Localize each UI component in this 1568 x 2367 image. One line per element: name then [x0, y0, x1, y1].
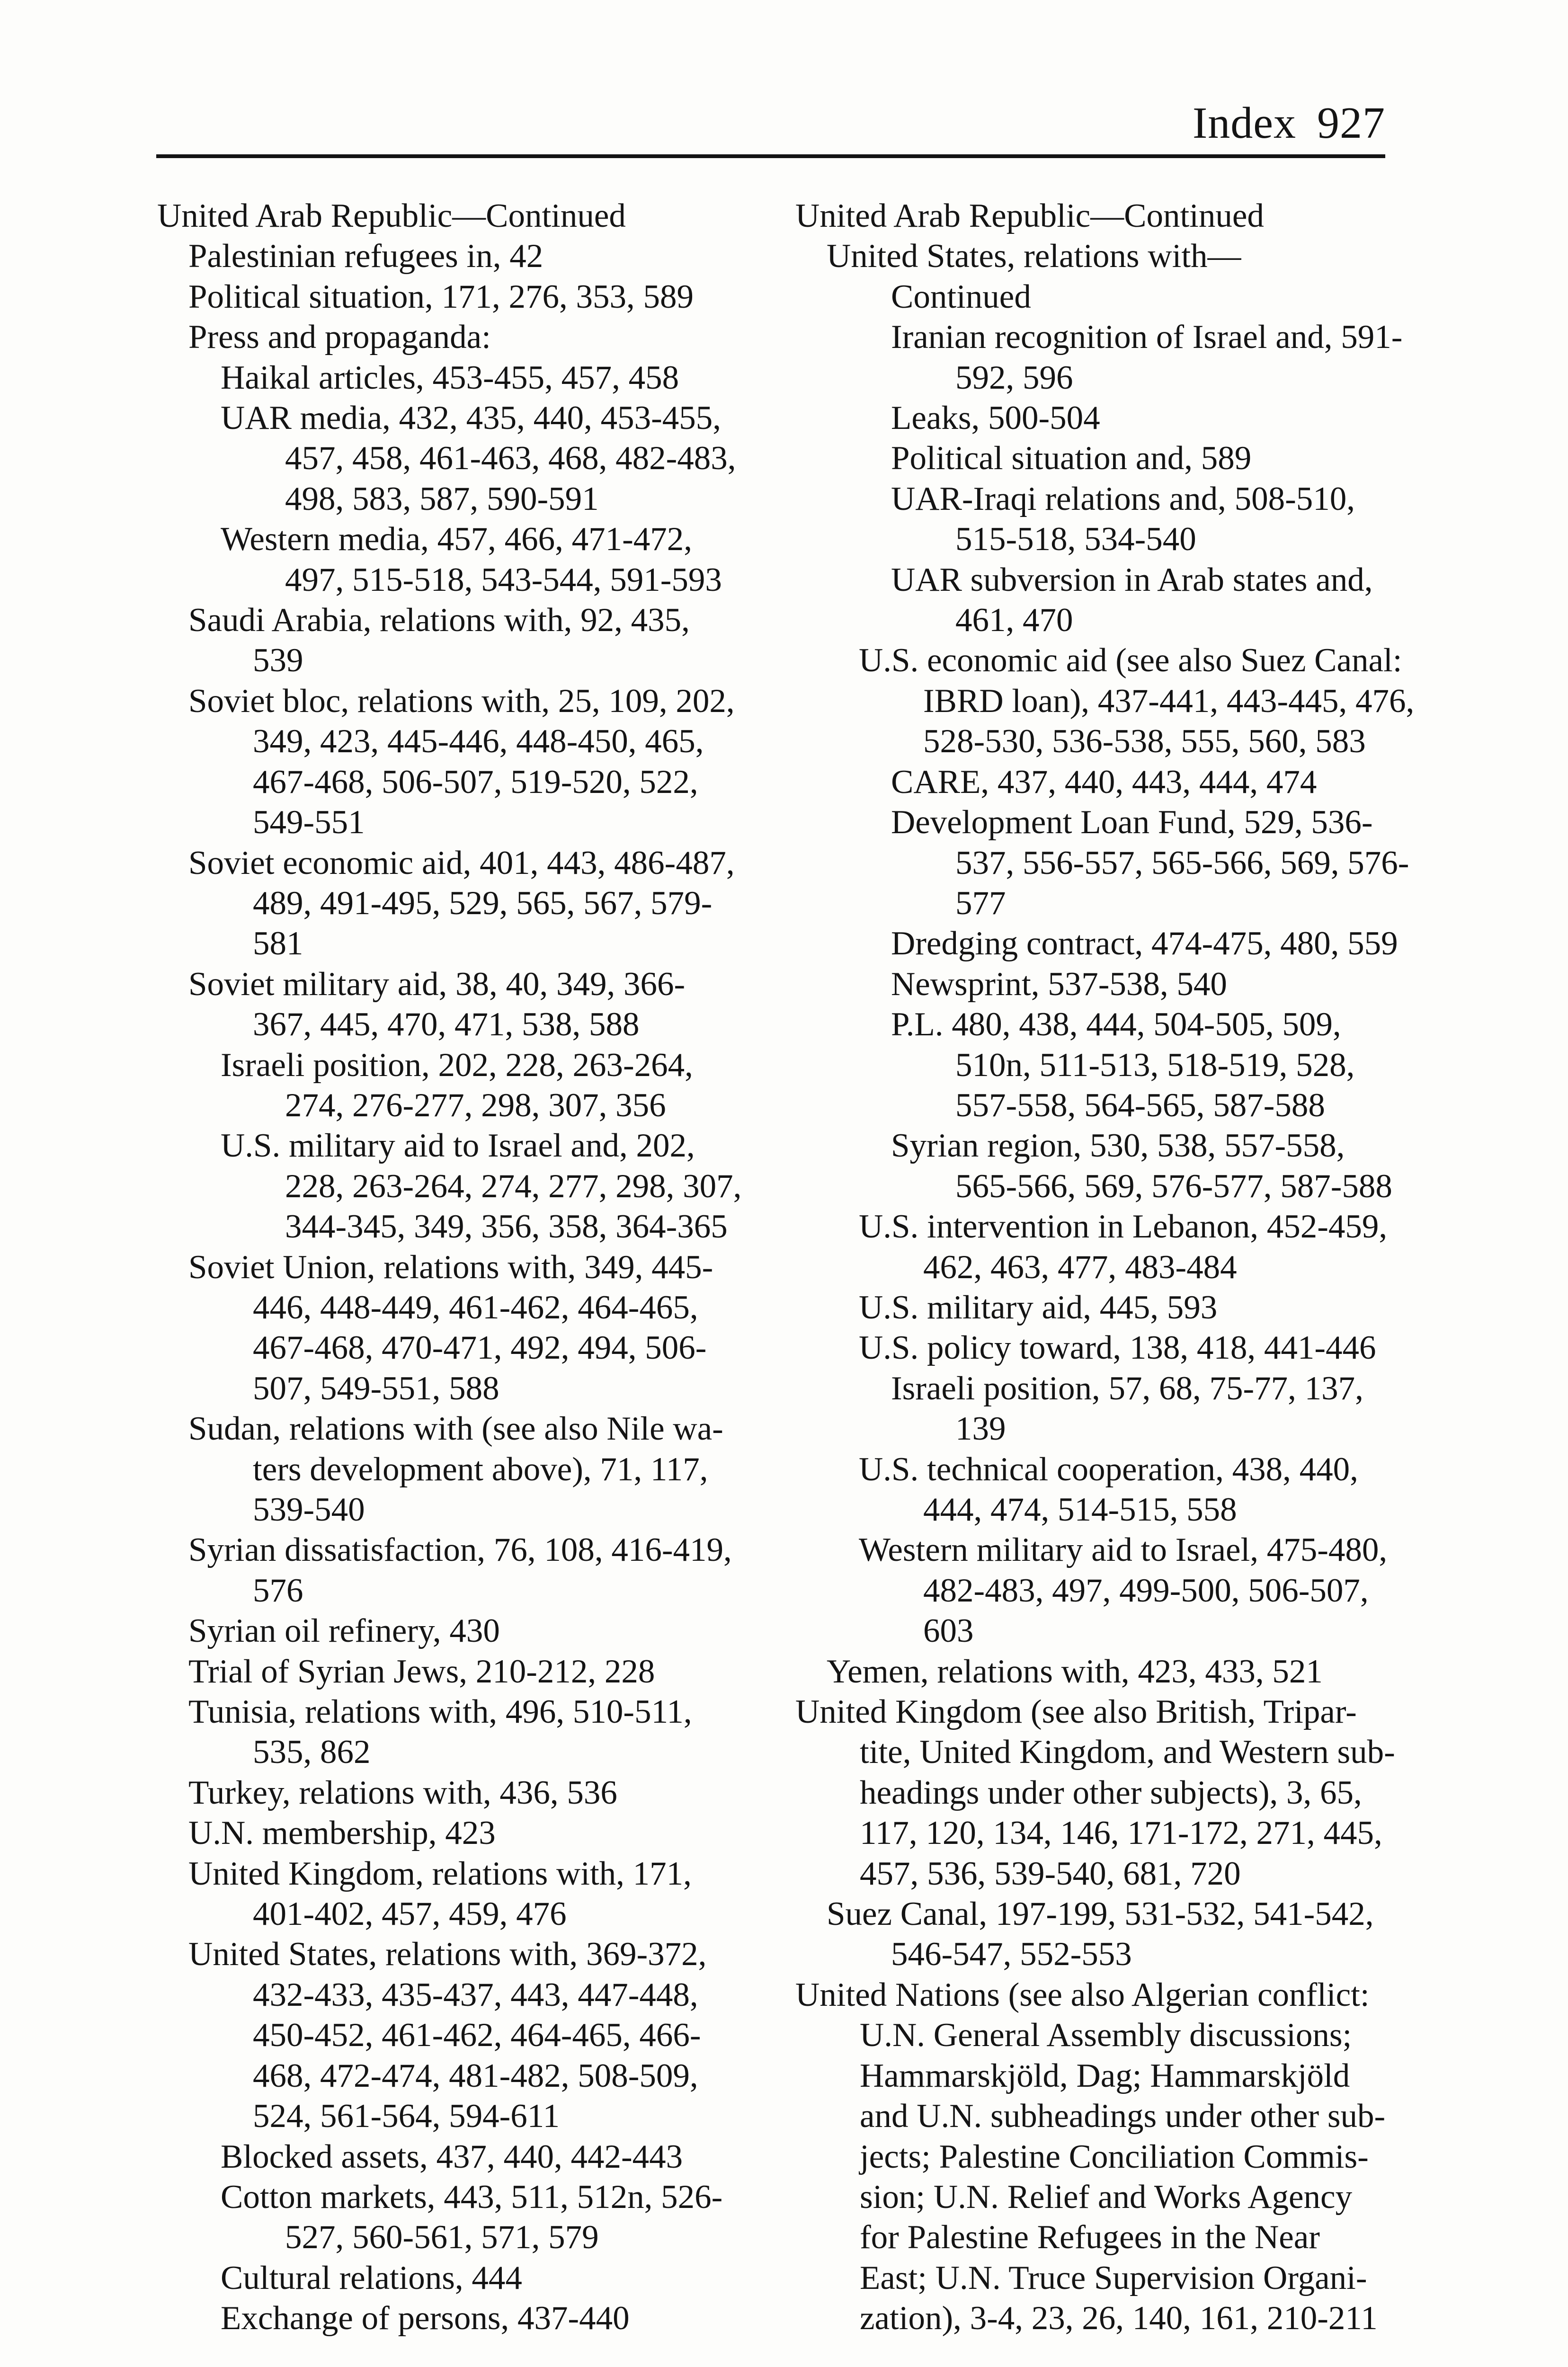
index-entry-line: IBRD loan), 437-441, 443-445, 476, [923, 682, 1415, 720]
index-entry [157, 519, 787, 600]
index-entry [157, 1126, 787, 1247]
index-entry-line: 482-483, 497, 499-500, 506-507, [923, 1572, 1369, 1609]
index-entry-line: Cotton markets, 443, 511, 512n, 526- [221, 2178, 723, 2216]
index-entry-line: 444, 474, 514-515, 558 [923, 1491, 1237, 1528]
index-entry-line: Hammarskjöld, Dag; Hammarskjöld [860, 2057, 1350, 2094]
index-entry [157, 600, 787, 681]
index-entry-line: sion; U.N. Relief and Works Agency [860, 2178, 1353, 2216]
index-entry-line: 228, 263-264, 274, 277, 298, 307, [285, 1167, 742, 1205]
index-entry-line: East; U.N. Truce Supervision Organi- [860, 2259, 1367, 2296]
index-entry-line: 565-566, 569, 576-577, 587-588 [955, 1167, 1392, 1205]
index-entry-line: United Kingdom, relations with, 171, [188, 1855, 692, 1892]
index-entry-line: CARE, 437, 440, 443, 444, 474 [891, 763, 1317, 801]
index-entry-line: Development Loan Fund, 529, 536- [891, 804, 1373, 841]
index-entry [795, 1369, 1392, 1450]
index-entry [795, 924, 1398, 964]
index-entry-line: 592, 596 [955, 359, 1073, 396]
index-entry [795, 1692, 1395, 1894]
index-entry-line: 367, 445, 470, 471, 538, 588 [253, 1006, 640, 1043]
index-entry-line: Western media, 457, 466, 471-472, [221, 521, 692, 558]
index-entry-line: jects; Palestine Conciliation Commis- [860, 2138, 1369, 2175]
index-entry [157, 358, 787, 398]
index-entry-line: 515-518, 534-540 [955, 521, 1196, 558]
index-entry-line: 117, 120, 134, 146, 171-172, 271, 445, [860, 1815, 1382, 1852]
index-entry-line: U.N. membership, 423 [188, 1815, 496, 1852]
index-entry-line: Blocked assets, 437, 440, 442-443 [221, 2138, 683, 2175]
index-entry-line: 546-547, 552-553 [891, 1936, 1132, 1973]
index-entry [157, 277, 787, 317]
index-entry-line: Press and propaganda: [188, 319, 491, 356]
index-entry [157, 2298, 787, 2339]
index-entry [157, 1854, 787, 1935]
index-entry-line: United States, relations with— [827, 238, 1241, 275]
index-entry-line: Leaks, 500-504 [891, 400, 1100, 437]
index-entry-line: 498, 583, 587, 590-591 [285, 480, 599, 517]
index-entry-line: 528-530, 536-538, 555, 560, 583 [923, 723, 1366, 760]
index-entry-line: U.S. economic aid (see also Suez Canal: [859, 642, 1402, 679]
index-entry [795, 762, 1392, 802]
index-entry-line: Suez Canal, 197-199, 531-532, 541-542, [827, 1895, 1374, 1933]
index-entry-line: Trial of Syrian Jews, 210-212, 228 [188, 1653, 655, 1690]
index-entry-line: for Palestine Refugees in the Near [860, 2219, 1320, 2256]
index-entry-line: P.L. 480, 438, 444, 504-505, 509, [891, 1006, 1341, 1043]
index-entry-line: 539-540 [253, 1491, 365, 1528]
index-entry [795, 641, 1415, 762]
index-entry [157, 1813, 787, 1853]
index-entry [157, 1247, 787, 1409]
index-column-right [795, 196, 1415, 2339]
index-entry-line: 557-558, 564-565, 587-588 [955, 1086, 1325, 1124]
header-text [1193, 98, 1385, 149]
index-entry-line: Soviet Union, relations with, 349, 445- [188, 1248, 713, 1286]
index-entry-line: headings under other subjects), 3, 65, [860, 1774, 1362, 1811]
index-entry [795, 1652, 1392, 1692]
index-entry [157, 1611, 787, 1651]
index-entry-line: UAR-Iraqi relations and, 508-510, [891, 480, 1355, 517]
index-entry [795, 479, 1392, 560]
index-entry-line: 349, 423, 445-446, 448-450, 465, [253, 723, 704, 760]
index-entry-line: Turkey, relations with, 436, 536 [188, 1774, 617, 1811]
index-entry [795, 1530, 1392, 1651]
index-entry-line: Political situation and, 589 [891, 440, 1252, 477]
index-entry-line: 524, 561-564, 594-611 [253, 2098, 560, 2135]
index-entry-line: Exchange of persons, 437-440 [221, 2300, 630, 2337]
index-entry-line: 344-345, 349, 356, 358, 364-365 [285, 1208, 728, 1246]
index-entry-line: 274, 276-277, 298, 307, 356 [285, 1086, 666, 1124]
index-entry-line: tite, United Kingdom, and Western sub- [860, 1734, 1395, 1771]
index-entry [157, 1692, 787, 1773]
index-entry [795, 236, 1392, 317]
index-entry-line: Soviet bloc, relations with, 25, 109, 202, [188, 682, 735, 720]
index-entry-line: 457, 458, 461-463, 468, 482-483, [285, 440, 736, 477]
index-entry-line: 446, 448-449, 461-462, 464-465, [253, 1289, 698, 1326]
index-entry-line: Haikal articles, 453-455, 457, 458 [221, 359, 679, 396]
index-entry-line: 461, 470 [955, 602, 1073, 639]
index-entry [795, 1450, 1392, 1531]
index-entry-line: Syrian dissatisfaction, 76, 108, 416-419, [188, 1531, 732, 1569]
index-entry-line: Soviet economic aid, 401, 443, 486-487, [188, 844, 735, 881]
index-entry [157, 2258, 787, 2298]
index-entry-line: United Nations (see also Algerian conflict: [795, 1976, 1370, 2013]
index-entry-line: Dredging contract, 474-475, 480, 559 [891, 925, 1398, 962]
index-entry-line: U.S. policy toward, 138, 418, 441-446 [859, 1329, 1376, 1367]
index-entry [795, 1126, 1392, 1207]
index-entry [157, 1409, 787, 1530]
index-entry-line: 468, 472-474, 481-482, 508-509, [253, 2057, 698, 2094]
index-entry [795, 1894, 1392, 1975]
index-entry-line: 401-402, 457, 459, 476 [253, 1895, 567, 1933]
running-header [156, 95, 1385, 151]
index-entry-line: 535, 862 [253, 1734, 371, 1771]
index-entry-line: 581 [253, 925, 303, 962]
index-entry [157, 2137, 787, 2177]
index-entry [157, 964, 787, 1045]
index-entry-line: ters development above), 71, 117, [253, 1450, 708, 1488]
index-entry-line: 527, 560-561, 571, 579 [285, 2219, 599, 2256]
index-entry-line: Continued [891, 278, 1031, 315]
index-entry-line: 489, 491-495, 529, 565, 567, 579- [253, 884, 713, 922]
index-entry-line: UAR media, 432, 435, 440, 453-455, [221, 400, 722, 437]
index-entry [795, 802, 1409, 924]
index-entry-line: Iranian recognition of Israel and, 591- [891, 319, 1403, 356]
index-entry-line: 450-452, 461-462, 464-465, 466- [253, 2017, 701, 2054]
index-entry-line: 549-551 [253, 804, 365, 841]
index-entry [795, 1005, 1392, 1126]
index-entry [157, 1530, 787, 1611]
index-entry-line: 457, 536, 539-540, 681, 720 [860, 1855, 1241, 1892]
index-entry-line: 577 [955, 884, 1006, 922]
index-entry-line: United Kingdom (see also British, Tripar- [795, 1693, 1357, 1731]
index-entry-line: Soviet military aid, 38, 40, 349, 366- [188, 965, 686, 1003]
index-entry [157, 1045, 787, 1126]
index-entry [157, 398, 787, 519]
index-entry-line: zation), 3-4, 23, 26, 140, 161, 210-211 [860, 2300, 1378, 2337]
index-entry-line: 539 [253, 642, 303, 679]
index-entry-line: UAR subversion in Arab states and, [891, 561, 1373, 598]
header-rule [156, 154, 1385, 158]
index-entry [795, 196, 1392, 236]
index-entry-line: Newsprint, 537-538, 540 [891, 965, 1227, 1003]
index-entry-line: U.S. technical cooperation, 438, 440, [859, 1450, 1358, 1488]
index-entry [795, 1207, 1392, 1288]
index-entry-line: United Arab Republic—Continued [795, 197, 1264, 234]
index-entry [157, 1652, 787, 1692]
index-entry-line: Cultural relations, 444 [221, 2259, 522, 2296]
index-entry-line: 432-433, 435-437, 443, 447-448, [253, 1976, 698, 2013]
index-entry-line: Sudan, relations with (see also Nile wa- [188, 1410, 723, 1448]
index-entry-line: Political situation, 171, 276, 353, 589 [188, 278, 694, 315]
index-entry [795, 1975, 1392, 2339]
index-entry [157, 843, 787, 964]
index-entry [795, 398, 1392, 438]
index-entry-line: U.S. military aid to Israel and, 202, [221, 1127, 695, 1165]
index-entry [795, 317, 1403, 398]
index-entry-line: Yemen, relations with, 423, 433, 521 [827, 1653, 1323, 1690]
index-entry-line: and U.N. subheadings under other sub- [860, 2098, 1386, 2135]
index-entry-line: Palestinian refugees in, 42 [188, 238, 543, 275]
index-entry-line: U.S. intervention in Lebanon, 452-459, [859, 1208, 1388, 1246]
index-entry-line: 467-468, 506-507, 519-520, 522, [253, 763, 698, 801]
index-entry-line: Israeli position, 202, 228, 263-264, [221, 1046, 693, 1084]
index-entry-line: Tunisia, relations with, 496, 510-511, [188, 1693, 692, 1731]
index-entry [795, 1288, 1392, 1328]
index-entry-line: Saudi Arabia, relations with, 92, 435, [188, 602, 690, 639]
index-entry-line: 467-468, 470-471, 492, 494, 506- [253, 1329, 707, 1367]
index-entry [157, 1934, 787, 2136]
index-column-left [157, 196, 787, 2339]
index-entry-line: U.N. General Assembly discussions; [860, 2017, 1352, 2054]
index-entry [795, 438, 1392, 479]
index-entry-line: United Arab Republic—Continued [157, 197, 626, 234]
index-entry-line: 537, 556-557, 565-566, 569, 576- [955, 844, 1409, 881]
index-entry-line: 576 [253, 1572, 303, 1609]
index-entry-line: 507, 549-551, 588 [253, 1370, 499, 1407]
index-entry [157, 236, 787, 276]
index-entry-line: 497, 515-518, 543-544, 591-593 [285, 561, 722, 598]
page-number: 927 [1317, 98, 1385, 148]
index-entry [795, 1328, 1392, 1368]
index-entry-line: 139 [955, 1410, 1006, 1448]
index-entry-line: Western military aid to Israel, 475-480, [859, 1531, 1388, 1569]
index-entry-line: 603 [923, 1612, 974, 1650]
index-entry [157, 317, 787, 357]
index-entry [157, 196, 787, 236]
index-entry-line: Syrian oil refinery, 430 [188, 1612, 500, 1650]
index-entry [157, 681, 787, 843]
index-entry [157, 1773, 787, 1813]
index-entry-line: Israeli position, 57, 68, 75-77, 137, [891, 1370, 1363, 1407]
header-title: Index [1192, 98, 1296, 148]
index-entry [795, 560, 1392, 641]
index-entry-line: U.S. military aid, 445, 593 [859, 1289, 1218, 1326]
index-entry-line: United States, relations with, 369-372, [188, 1936, 707, 1973]
index-entry-line: 462, 463, 477, 483-484 [923, 1248, 1237, 1286]
index-entry [157, 2177, 787, 2258]
index-entry-line: 510n, 511-513, 518-519, 528, [955, 1046, 1355, 1084]
index-entry-line: Syrian region, 530, 538, 557-558, [891, 1127, 1345, 1165]
index-entry [795, 964, 1392, 1005]
